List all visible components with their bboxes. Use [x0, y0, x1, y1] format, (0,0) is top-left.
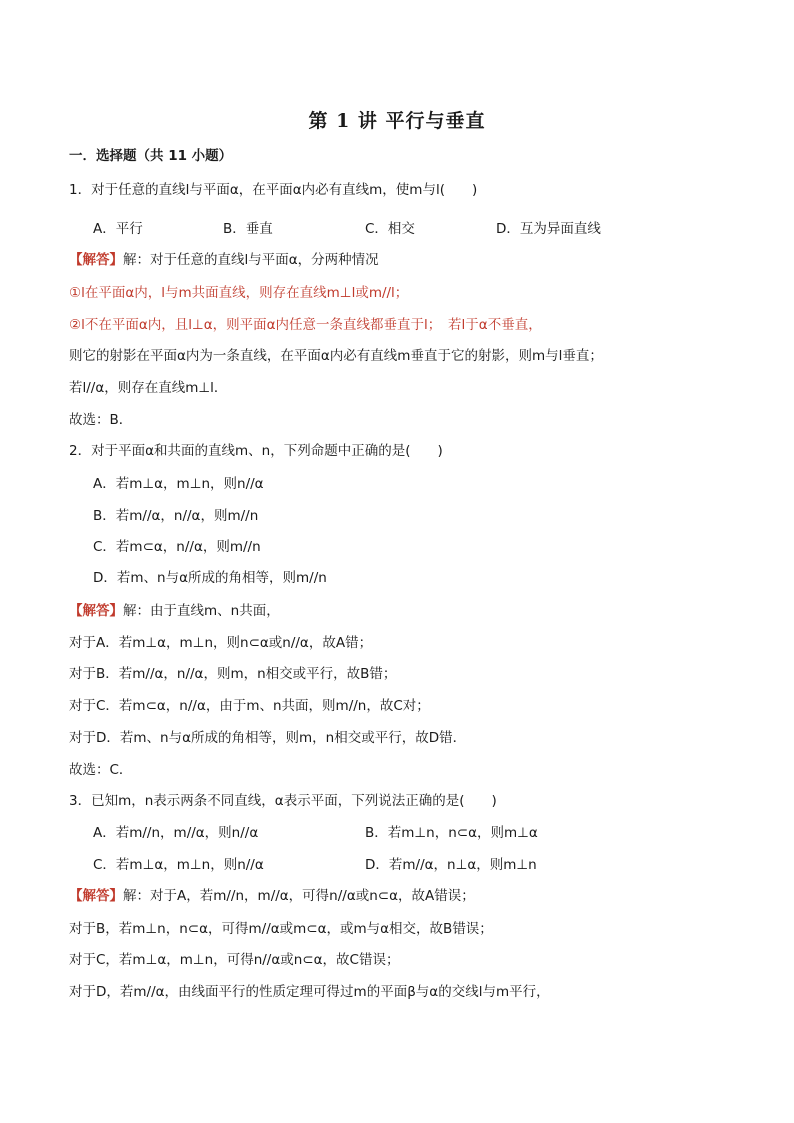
q2-answer: 故选：C． — [69, 762, 133, 778]
q2-option-d: D．若m、n与α所成的角相等，则m//n — [93, 570, 327, 586]
q1-solution-line-2: ①l在平面α内，l与m共面直线，则存在直线m⊥l或m//l； — [69, 285, 409, 301]
q2-solution-line-2: 对于A．若m⊥α，m⊥n，则n⊂α或n//α，故A错； — [69, 635, 373, 651]
q1-solution-line-4: 则它的射影在平面α内为一条直线，在平面α内必有直线m垂直于它的射影，则m与l垂直； — [69, 348, 603, 364]
question-1-stem: 1．对于任意的直线l与平面α，在平面α内必有直线m，使m与l( ) — [69, 182, 478, 198]
q1-option-b: B．垂直 — [223, 221, 273, 237]
q1-solution-line-3: ②l不在平面α内，且l⊥α，则平面α内任意一条直线都垂直于l； 若l于α不垂直， — [69, 317, 542, 333]
q1-option-d: D．互为异面直线 — [496, 221, 601, 237]
q2-solution-line-4: 对于C．若m⊂α，n//α，由于m、n共面，则m//n，故C对； — [69, 698, 430, 714]
q2-solution-line-5: 对于D．若m、n与α所成的角相等，则m，n相交或平行，故D错． — [69, 730, 467, 746]
q2-option-b: B．若m//α，n//α，则m//n — [93, 508, 259, 524]
answer-tag: 【解答】 — [69, 252, 123, 268]
q3-option-c: C．若m⊥α，m⊥n，则n//α — [93, 857, 264, 873]
q3-solution-line-4: 对于D，若m//α，由线面平行的性质定理可得过m的平面β与α的交线l与m平行， — [69, 984, 550, 1000]
section-heading: 一．选择题（共 11 小题） — [69, 148, 233, 164]
q3-solution-line-3: 对于C，若m⊥α，m⊥n，可得n//α或n⊂α，故C错误； — [69, 952, 400, 968]
q1-solution-line-5: 若l//α，则存在直线m⊥l． — [69, 380, 228, 396]
q2-option-c: C．若m⊂α，n//α，则m//n — [93, 539, 261, 555]
q3-option-d: D．若m//α，n⊥α，则m⊥n — [365, 857, 537, 873]
answer-tag: 【解答】 — [69, 888, 123, 904]
q1-solution-line-1: 【解答】解：对于任意的直线l与平面α，分两种情况 — [69, 252, 379, 268]
q2-solution-line-3: 对于B．若m//α，n//α，则m，n相交或平行，故B错； — [69, 666, 397, 682]
q3-option-b: B．若m⊥n，n⊂α，则m⊥α — [365, 825, 538, 841]
q1-answer: 故选：B． — [69, 412, 133, 428]
q3-solution-line-2: 对于B，若m⊥n，n⊂α，可得m//α或m⊂α，或m与α相交，故B错误； — [69, 921, 493, 937]
q1-option-c: C．相交 — [365, 221, 415, 237]
q1-option-a: A．平行 — [93, 221, 143, 237]
q2-option-a: A．若m⊥α，m⊥n，则n//α — [93, 476, 264, 492]
page-title: 第 1 讲 平行与垂直 — [308, 110, 486, 132]
question-3-stem: 3．已知m，n表示两条不同直线，α表示平面，下列说法正确的是( ) — [69, 793, 497, 809]
q3-option-a: A．若m//n，m//α，则n//α — [93, 825, 259, 841]
question-2-stem: 2．对于平面α和共面的直线m、n，下列命题中正确的是( ) — [69, 443, 443, 459]
q3-solution-line-1: 【解答】解：对于A，若m//n，m//α，可得n//α或n⊂α，故A错误； — [69, 888, 475, 904]
q2-solution-line-1: 【解答】解：由于直线m、n共面， — [69, 603, 280, 619]
answer-tag: 【解答】 — [69, 603, 123, 619]
